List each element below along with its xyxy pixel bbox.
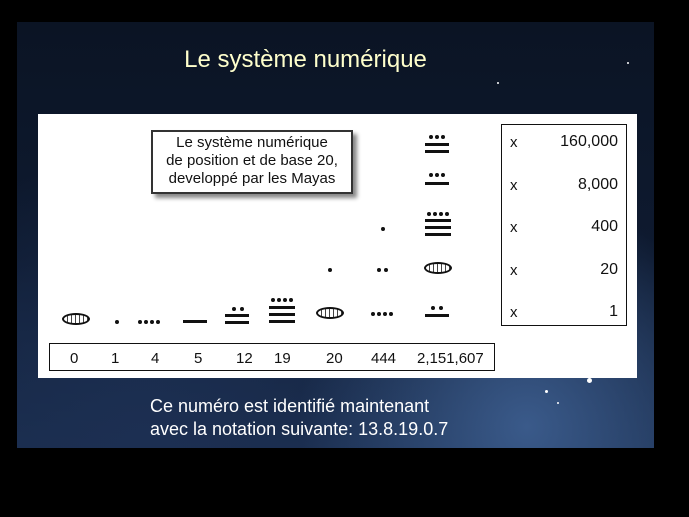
shell-icon (316, 307, 344, 319)
multiplier-x: x (510, 304, 518, 321)
dot-icon (441, 135, 445, 139)
number-label: 12 (236, 350, 253, 367)
number-label: 1 (111, 350, 120, 367)
bar-icon (425, 233, 451, 236)
dot-icon (389, 312, 393, 316)
multiplier-x: x (510, 219, 518, 236)
bar-icon (425, 226, 451, 229)
dot-icon (377, 312, 381, 316)
dot-icon (371, 312, 375, 316)
dot-icon (144, 320, 148, 324)
dot-icon (433, 212, 437, 216)
number-row (49, 343, 495, 371)
multiplier-value: 1 (609, 303, 618, 320)
number-label: 0 (70, 350, 79, 367)
bar-icon (425, 182, 449, 185)
dot-icon (427, 212, 431, 216)
dot-icon (328, 268, 332, 272)
caption-line: de position et de base 20, (166, 152, 338, 169)
bar-icon (183, 320, 207, 323)
caption-line: Le système numérique (176, 134, 328, 151)
dot-icon (439, 306, 443, 310)
shell-icon (424, 262, 452, 274)
dot-icon (439, 212, 443, 216)
multiplier-value: 20 (600, 261, 618, 278)
caption-line: developpé par les Mayas (168, 170, 336, 187)
maya-glyphs (17, 22, 654, 448)
dot-icon (445, 212, 449, 216)
dot-icon (150, 320, 154, 324)
dot-icon (277, 298, 281, 302)
dot-icon (429, 173, 433, 177)
number-label: 19 (274, 350, 291, 367)
multiplier-value: 400 (591, 218, 618, 235)
dot-icon (138, 320, 142, 324)
dot-icon (115, 320, 119, 324)
dot-icon (271, 298, 275, 302)
dot-icon (383, 312, 387, 316)
bar-icon (269, 313, 295, 316)
notation-note (150, 395, 448, 441)
dot-icon (377, 268, 381, 272)
bar-icon (269, 306, 295, 309)
number-label: 4 (151, 350, 160, 367)
dot-icon (435, 135, 439, 139)
dot-icon (384, 268, 388, 272)
multiplier-x: x (510, 177, 518, 194)
bar-icon (225, 321, 249, 324)
dot-icon (240, 307, 244, 311)
place-value-box (501, 124, 627, 326)
multiplier-x: x (510, 262, 518, 279)
bar-icon (425, 314, 449, 317)
dot-icon (156, 320, 160, 324)
bar-icon (425, 150, 449, 153)
dot-icon (381, 227, 385, 231)
bar-icon (225, 314, 249, 317)
number-label: 2,151,607 (417, 350, 484, 367)
dot-icon (232, 307, 236, 311)
bar-icon (425, 219, 451, 222)
dot-icon (429, 135, 433, 139)
dot-icon (441, 173, 445, 177)
dot-icon (289, 298, 293, 302)
dot-icon (283, 298, 287, 302)
bar-icon (425, 143, 449, 146)
number-label: 444 (371, 350, 397, 367)
note-line: Ce numéro est identifié maintenant (150, 396, 430, 416)
bar-icon (269, 320, 295, 323)
multiplier-value: 160,000 (560, 133, 618, 150)
dot-icon (431, 306, 435, 310)
slide-background (17, 22, 654, 448)
shell-icon (62, 313, 90, 325)
multiplier-value: 8,000 (577, 176, 618, 193)
number-label: 5 (194, 350, 203, 367)
number-label: 20 (326, 350, 343, 367)
slide-title: Le système numérique (184, 46, 427, 73)
multiplier-x: x (510, 134, 518, 151)
dot-icon (435, 173, 439, 177)
note-line: avec la notation suivante: 13.8.19.0.7 (150, 419, 449, 439)
